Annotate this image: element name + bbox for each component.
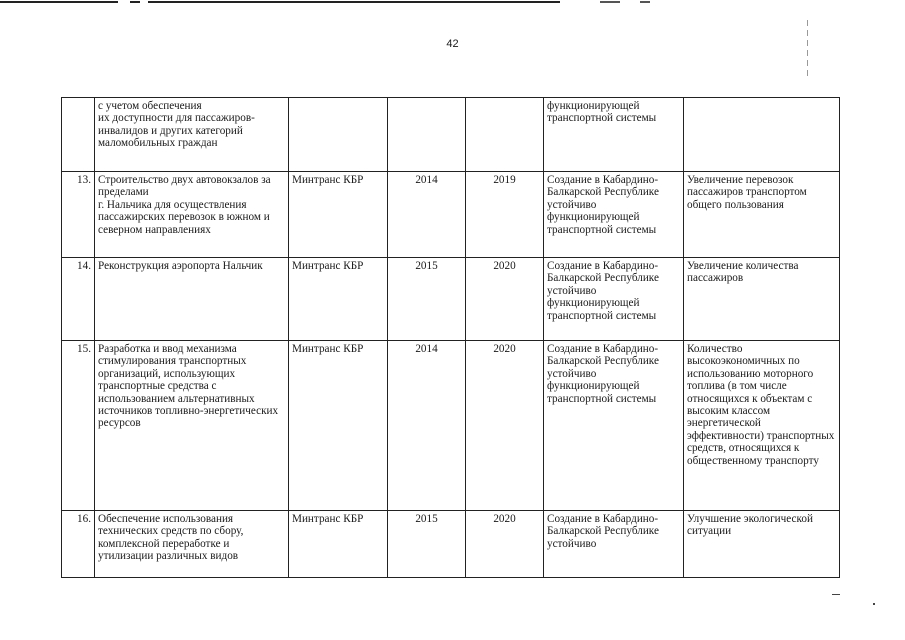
executor-cell: Минтранс КБР: [289, 172, 388, 258]
row-number: 16.: [62, 511, 95, 578]
row-number: 14.: [62, 258, 95, 341]
table-row: [62, 258, 840, 341]
end-year-cell: 2020: [466, 341, 544, 511]
event-cell: Разработка и ввод механизма стимулирования транспортных организаций, использующих транспортные средства с использованием альтернативных источников топливно-энергетических ресурсов: [95, 341, 289, 511]
table-row: [62, 511, 840, 578]
start-year-cell: [388, 98, 466, 172]
end-year-cell: 2020: [466, 258, 544, 341]
scan-mark: [832, 594, 840, 599]
end-year-cell: 2020: [466, 511, 544, 578]
executor-cell: Минтранс КБР: [289, 511, 388, 578]
indicator-cell: Количество высокоэкономичных по использованию моторного топлива (в том числе относящихся к объектам с высоким классом энергетической эффективности) транспортных средств, относящихся к общественному транспорту: [684, 341, 840, 511]
indicator-cell: Увеличение перевозок пассажиров транспортом общего пользования: [684, 172, 840, 258]
start-year-cell: 2014: [388, 172, 466, 258]
executor-cell: Минтранс КБР: [289, 341, 388, 511]
indicator-cell: [684, 98, 840, 172]
start-year-cell: 2014: [388, 341, 466, 511]
row-number: [62, 98, 95, 172]
row-number: 15.: [62, 341, 95, 511]
end-year-cell: [466, 98, 544, 172]
table-row: [62, 341, 840, 511]
start-year-cell: 2015: [388, 258, 466, 341]
event-cell: Обеспечение использования технических средств по сбору, комплексной переработке и утилизации различных видов: [95, 511, 289, 578]
goal-cell: Создание в Кабардино-Балкарской Республике устойчиво: [544, 511, 684, 578]
event-cell: Строительство двух автовокзалов за пределами г. Нальчика для осуществления пассажирских перевозок в южном и северном направлениях: [95, 172, 289, 258]
table-row: [62, 172, 840, 258]
end-year-cell: 2019: [466, 172, 544, 258]
table-row: [62, 98, 840, 172]
start-year-cell: 2015: [388, 511, 466, 578]
event-cell: с учетом обеспечения их доступности для пассажиров-инвалидов и других категорий маломобильных граждан: [95, 98, 289, 172]
measures-table: [61, 97, 840, 578]
row-number: 13.: [62, 172, 95, 258]
goal-cell: Создание в Кабардино-Балкарской Республике устойчиво функционирующей транспортной системы: [544, 172, 684, 258]
executor-cell: Минтранс КБР: [289, 258, 388, 341]
indicator-cell: Улучшение экологической ситуации: [684, 511, 840, 578]
table-body: [62, 98, 840, 578]
goal-cell: Создание в Кабардино-Балкарской Республике устойчиво функционирующей транспортной системы: [544, 258, 684, 341]
scan-dot: [873, 603, 875, 605]
goal-cell: функционирующей транспортной системы: [544, 98, 684, 172]
executor-cell: [289, 98, 388, 172]
page-number: 42: [446, 38, 459, 50]
goal-cell: Создание в Кабардино-Балкарской Республике устойчиво функционирующей транспортной системы: [544, 341, 684, 511]
top-rule: [0, 1, 905, 3]
margin-line: [807, 20, 808, 80]
event-cell: Реконструкция аэропорта Нальчик: [95, 258, 289, 341]
indicator-cell: Увеличение количества пассажиров: [684, 258, 840, 341]
